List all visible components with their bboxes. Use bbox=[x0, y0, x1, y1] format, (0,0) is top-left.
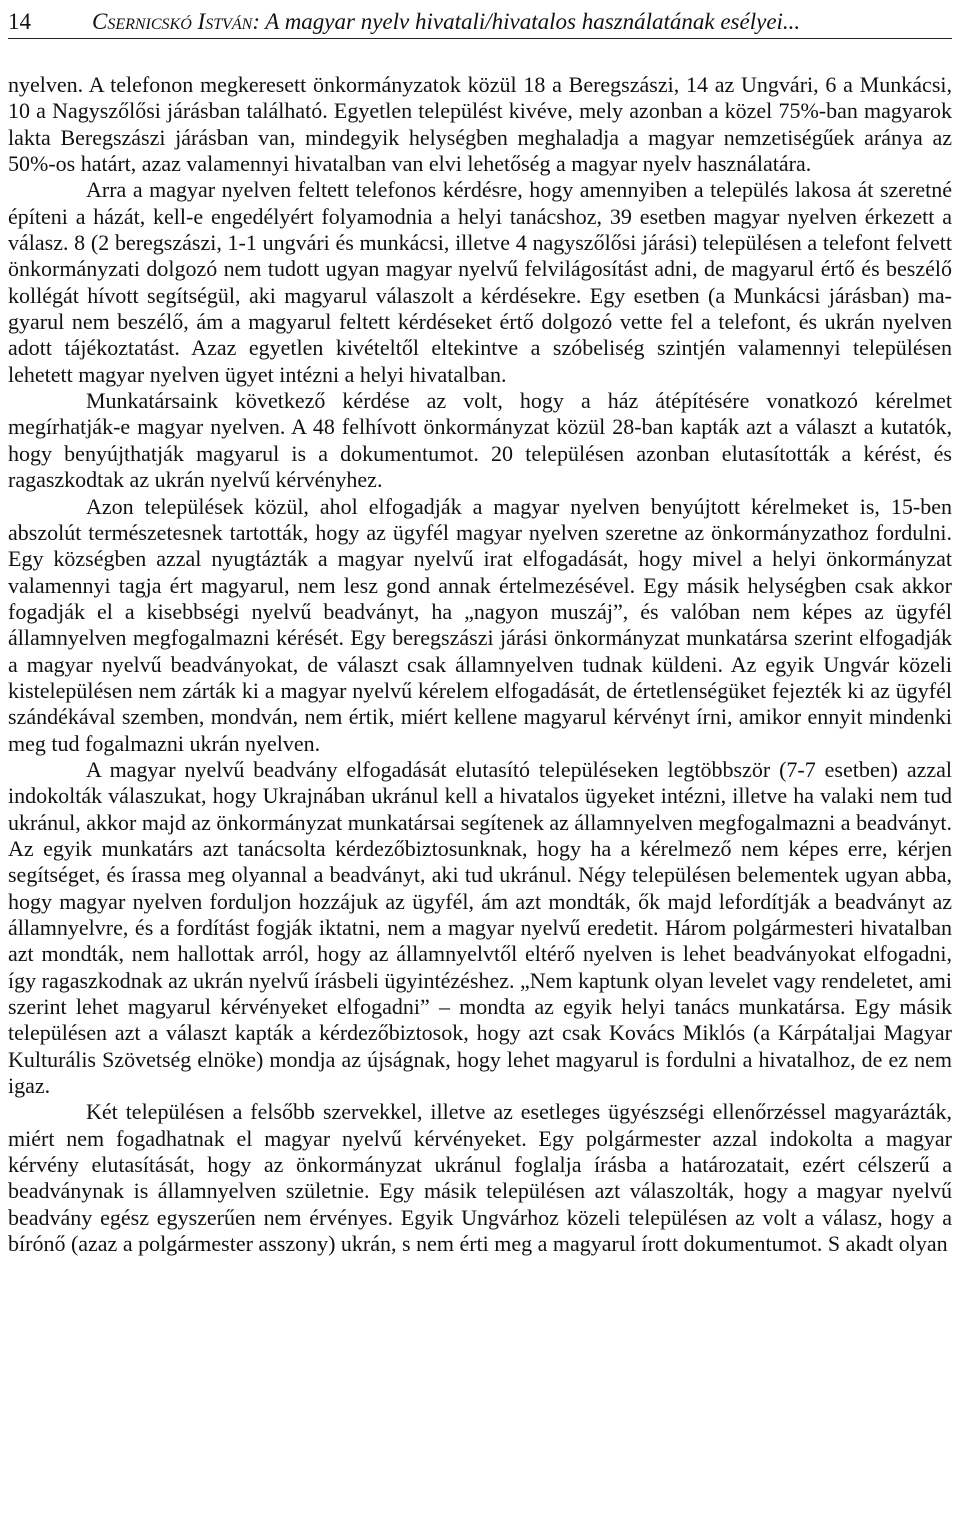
paragraph: Munkatársaink következő kérdése az volt, hogy a ház átépítésére vonatkozó kérelmet megírhatják-e magyar nyelven. A 48 felhívott önkormányzat közül 28-ban kapták azt a választ a kutatók, hogy benyújthatják magyarul is a dokumentumot. 20 településen azonban elutasították a kérést, és ragaszkodtak az ukrán nyelvű kérvényhez. bbox=[8, 388, 952, 493]
body-text bbox=[8, 72, 952, 1517]
paragraph: Arra a magyar nyelven feltett telefonos kérdésre, hogy amennyiben a település lakosa át szeretné építeni a házát, kell-e engedélyért folyamodnia a helyi tanácshoz, 39 esetben magyar nyelven érkezett a válasz. 8 (2 beregszászi, 1-1 ungvári és munkácsi, illetve 4 nagyszőlősi járási) településen a telefont felvett önkormányzati dolgozó nem tudott ugyan magyar nyelvű felvilágosítást adni, de magyarul értő és beszélő kollégát hívott segítségül, aki magyarul válaszolt a kérdésekre. Egy esetben (a Munkácsi járásban) magyarul nem beszélő, ám a magyarul feltett kérdéseket értő dolgozó vette fel a telefont, és ukrán nyelven adott tájékoztatást. Azaz egyetlen kivételtől eltekintve a szóbeliség szintjén valamennyi településen lehetett magyar nyelven ügyet intézni a helyi hivatalban. bbox=[8, 177, 952, 387]
running-header bbox=[8, 6, 952, 39]
author-name: Csernicskó István bbox=[92, 9, 253, 34]
paragraph: A magyar nyelvű beadvány elfogadását elutasító településeken legtöbbször (7-7 esetben) azzal indokolták válaszukat, hogy Ukrajnában ukránul kell a hivatalos ügyeket intézni, illetve ha valaki nem tud ukránul, akkor majd az önkormányzat munkatársai segítenek az államnyelven megfogalmazni a beadványt. Az egyik munkatárs azt tanácsolta kérdezőbiztosunknak, hogy ha a kérelmező nem képes erre, kérjen segítséget, és írassa meg olyannal a beadványt, aki tud ukránul. Négy településen belementek ugyan abba, hogy magyar nyelven forduljon hozzájuk az ügyfél, ám azt mondták, ők majd lefordítják a beadványt az államnyelvre, és a fordítást fogják iktatni, nem a magyar nyelvű eredetit. Három polgármesteri hivatalban azt mondták, nem hallottak arról, hogy az államnyelvtől eltérő nyelven is lehet beadványokat elfogadni, így ragaszkodnak az ukrán nyelvű írásbeli ügyintézéshez. „Nem kaptunk olyan levelet vagy rendeletet, ami szerint lehet magyarul kérvényeket elfogadni” – mondta az egyik helyi tanács munkatársa. Egy másik településen azt a választ kapták a kérdezőbiztosok, hogy azt csak Kovács Miklós (a Kárpátaljai Magyar Kulturális Szövetség elnöke) mondja az újságnak, hogy lehet magyarul is fordulni a hivatalhoz, de ez nem igaz. bbox=[8, 756, 952, 1099]
paragraph: Két településen a felsőbb szervekkel, illetve az esetleges ügyészségi ellenőrzéssel magyarázták, miért nem fogadhatnak el magyar nyelvű kérvényeket. Egy polgármester azzal indokolta a magyar kérvény elutasítását, hogy az önkormányzat ukránul foglalja írásba a határozatait, ezért célszerű a beadványnak is államnyelven születnie. Egy másik településen azt válaszolták, hogy a magyar nyelvű beadvány egész egyszerűen nem érvényes. Egyik Ungvárhoz közeli településen az volt a válasz, hogy a bírónő (azaz a polgármester asszony) ukrán, s nem érti meg a magyarul írott dokumentumot. S akadt olyan bbox=[8, 1099, 952, 1257]
page-number: 14 bbox=[8, 9, 31, 34]
paragraph: nyelven. A telefonon megkeresett önkormányzatok közül 18 a Beregszászi, 14 az Ungvári, 6 a Munkácsi, 10 a Nagyszőlősi járásban található. Egyetlen települést kivéve, mely azonban a közel 75%-ban magyarok lakta Beregszászi járásban van, mindegyik helységben meghaladja a magyar nemzetiségűek aránya az 50%-os határt, azaz valamennyi hivatalban van elvi lehetőség a magyar nyelv használatára. bbox=[8, 72, 952, 177]
paragraph: Azon települések közül, ahol elfogadják a magyar nyelven benyújtott kérelmeket is, 15-ben abszolút természetesnek tartották, hogy az ügyfél magyar nyelven szeretne az önkormányzathoz fordulni. Egy községben azzal nyugtázták a magyar nyelvű irat elfogadását, hogy mivel a helyi önkormányzat valamennyi tagja ért magyarul, nem lesz gond annak értelmezésével. Egy másik helységben csak akkor fogadják el a kisebbségi nyelvű beadványt, ha „nagyon muszáj”, és valóban nem képes az ügyfél államnyelven megfogalmazni kérését. Egy beregszászi járási önkormányzat munkatársa szerint elfogadják a magyar nyelvű beadványokat, de választ csak államnyelven tudnak küldeni. Az egyik Ungvár közeli kistelepülésen nem zárták ki a magyar nyelvű kérelem elfogadását, de értetlenségüket fejezték ki az ügyfél szándékával szemben, mondván, nem értik, miért kellene magyarul kérvényt írni, amikor ennyit mindenki meg tud fogalmazni ukrán nyelven. bbox=[8, 493, 952, 756]
running-title bbox=[92, 9, 800, 34]
article-title: : A magyar nyelv hivatali/hivatalos használatának esélyei... bbox=[252, 9, 801, 34]
